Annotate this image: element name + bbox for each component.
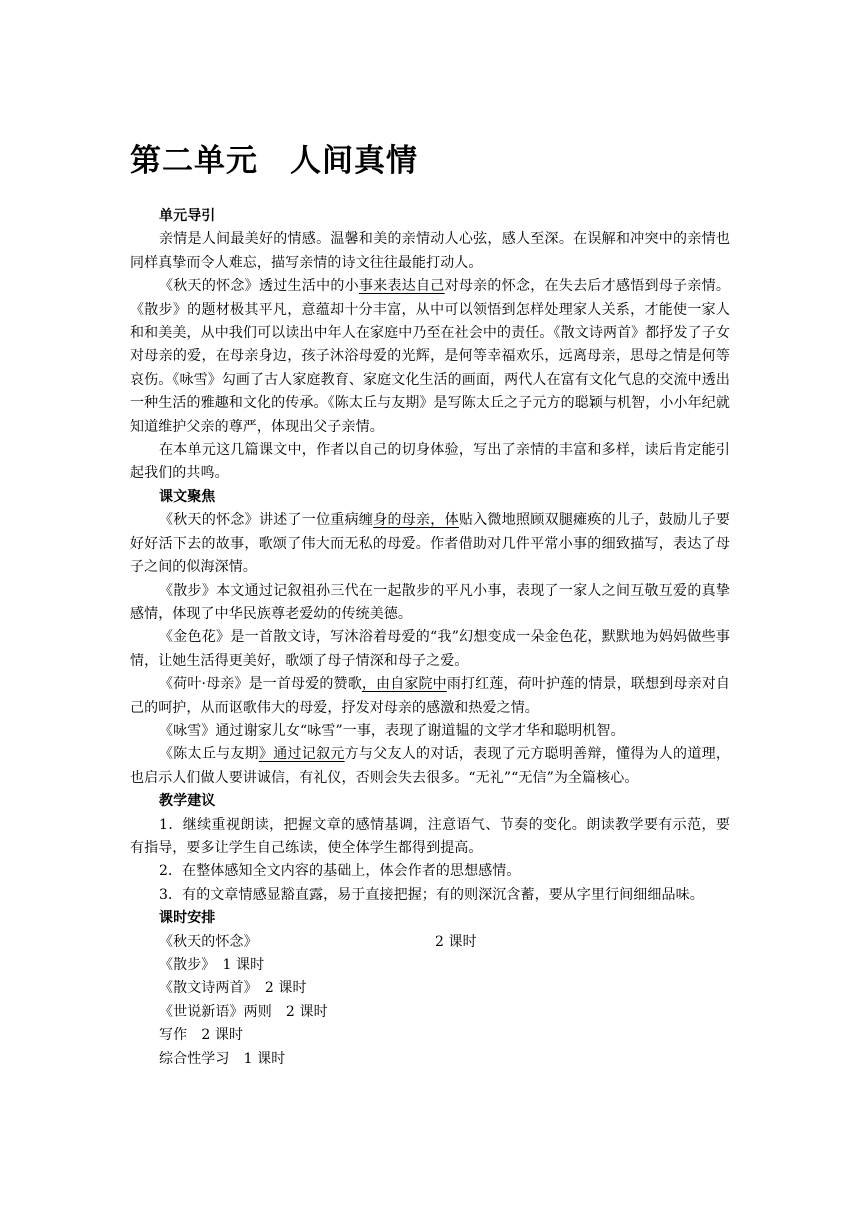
underlined-text: 身的母亲，体 [373, 512, 459, 529]
guide-paragraph-2 [130, 275, 730, 439]
guide-heading: 单元导引 [159, 208, 216, 224]
teaching-heading: 教学建议 [159, 793, 216, 810]
schedule-hours: 2 课时 [435, 933, 477, 950]
guide-paragraph-1: 亲情是人间最美好的情感。温馨和美的亲情动人心弦，感人至深。在误解和冲突中的亲情也同样真挚而令人难忘，描写亲情的诗文往往最能打动人。 [130, 231, 730, 271]
focus-paragraph-3: 《金色花》是一首散文诗，写沐浴着母爱的“我”幻想变成一朵金色花，默默地为妈妈做些事情，让她生活得更美好，歌颂了母子情深和母子之爱。 [130, 629, 730, 669]
schedule-hours: 1 课时 [222, 957, 265, 973]
schedule-hours: 2 课时 [264, 980, 307, 997]
teaching-item-3: 3．有的文章情感显豁直露，易于直接把握；有的则深沉含蓄，要从字里行间细细品味。 [159, 886, 704, 903]
schedule-row [130, 977, 730, 1000]
schedule-item: 《散文诗两首》 [159, 980, 265, 997]
guide-paragraph-3: 在本单元这几篇课文中，作者以自己的切身体验，写出了亲情的丰富和多样，读后肯定能引起我们的共鸣。 [130, 442, 730, 482]
schedule-hours: 2 课时 [285, 1003, 328, 1020]
schedule-row [130, 1001, 730, 1024]
focus-paragraph-4 [130, 673, 730, 720]
schedule-row [130, 954, 730, 977]
text-run: 《荷叶·母亲》是一首母爱的赞歌 [159, 676, 362, 693]
focus-paragraph-5: 《咏雪》通过谢家儿女“咏雪”一事，表现了谢道韫的文学才华和聪明机智。 [159, 722, 625, 739]
schedule-hours: 2 课时 [201, 1027, 244, 1044]
schedule-item: 《世说新语》两则 [159, 1003, 286, 1020]
schedule-hours: 1 课时 [243, 1050, 286, 1067]
underlined-text: 事来表达自己 [358, 278, 445, 295]
text-run: 雨打红莲，荷叶护莲的情景，联想到母亲对自己的呵护，从而讴歌伟大的母爱，抒发对母亲的感激和热爱之情。 [130, 676, 731, 716]
text-run: 《秋天的怀念》讲述了一位重病缠 [159, 512, 374, 529]
schedule-row [130, 1048, 730, 1071]
text-run: 《陈太丘与友期 [159, 746, 259, 763]
focus-paragraph-6 [130, 743, 730, 790]
document-body [130, 205, 730, 1071]
text-run: 贴入微地照顾双腿瘫痪的儿子，鼓励儿子要好好活下去的故事，歌颂了伟大而无私的母爱。作者借助对几件平常小事的细致描写，表达了母子之间的似海深情。 [130, 512, 730, 576]
schedule-row [130, 1024, 730, 1047]
schedule-heading: 课时安排 [159, 910, 216, 927]
focus-paragraph-1 [130, 509, 730, 579]
schedule-item: 《秋天的怀念》 [159, 933, 258, 950]
schedule-item: 综合性学习 [159, 1050, 244, 1067]
focus-paragraph-2: 《散步》本文通过记叙祖孙三代在一起散步的平凡小事，表现了一家人之间互敬互爱的真挚感情，体现了中华民族尊老爱幼的传统美德。 [130, 582, 730, 622]
text-run: 方与父友人的对话，表现了元方聪明善辩，懂得为人的道理，也启示人们做人要讲诚信，有礼仪，否则会失去很多。“无礼”“无信”为全篇核心。 [130, 746, 730, 786]
schedule-row [130, 931, 730, 954]
unit-title: 第二单元 人间真情 [130, 143, 418, 179]
focus-heading: 课文聚焦 [159, 488, 216, 505]
underlined-text: ，由自家院中 [361, 676, 447, 693]
text-run: 对母亲的怀念，在失去后才感悟到母子亲情。《散步》的题材极其平凡，意蕴却十分丰富，从中可以领悟到怎样处理家人关系，才能使一家人和和美美，从中我们可以读出中年人在家庭中乃至在社会中的责任。《散文诗两首》都抒发了子女对母亲的爱，在母亲身边，孩子沐浴母爱的光辉，是何等幸福欢乐，远离母亲，思母之情是何等哀伤。《咏雪》勾画了古人家庭教育、家庭文化生活的画面，两代人在富有文化气息的交流中透出一种生活的雅趣和文化的传承。《陈太丘与友期》是写陈太丘之子元方的聪颖与机智，小小年纪就知道维护父亲的尊严，体现出父子亲情。 [130, 278, 730, 435]
schedule-item: 《散步》 [159, 957, 223, 973]
underlined-text: 》通过记叙元 [258, 746, 345, 763]
teaching-item-1: 1．继续重视朗读，把握文章的感情基调，注意语气、节奏的变化。朗读教学要有示范，要有指导，要多让学生自己练读，使全体学生都得到提高。 [130, 816, 730, 856]
text-run: 《秋天的怀念》透过生活中的小 [159, 278, 359, 295]
teaching-item-2: 2．在整体感知全文内容的基础上，体会作者的思想感情。 [159, 863, 521, 880]
schedule-item: 写作 [159, 1027, 202, 1044]
